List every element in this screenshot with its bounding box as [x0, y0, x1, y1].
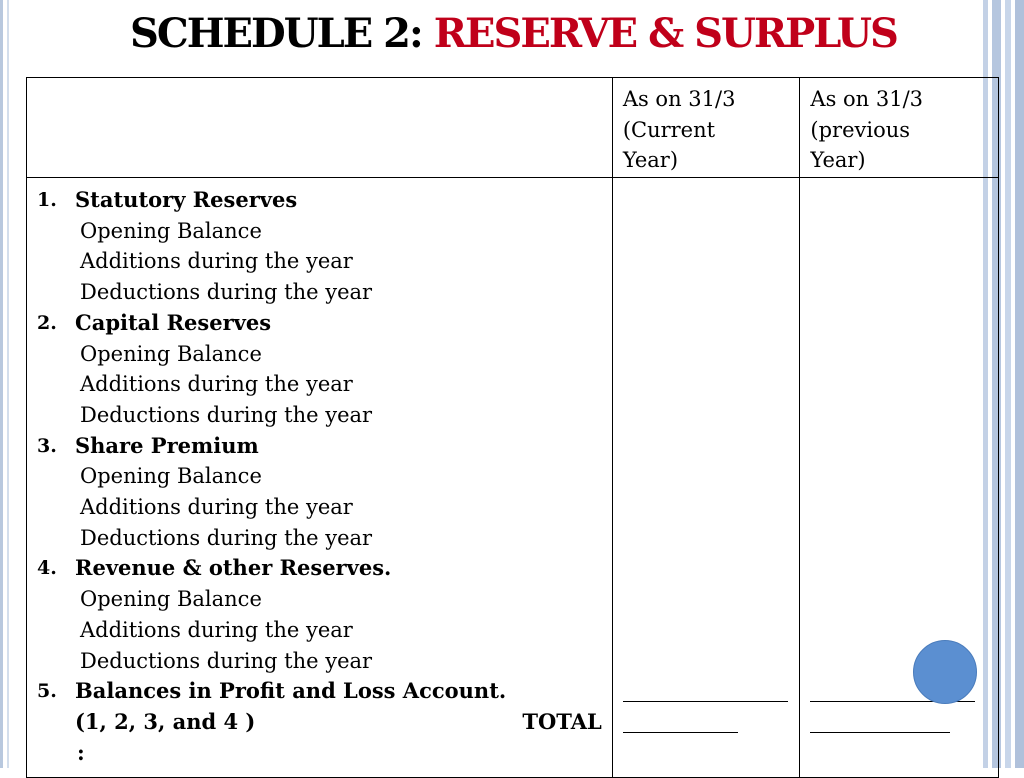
- section-number: 3.: [37, 434, 57, 457]
- section-name: Balances in Profit and Loss Account.: [75, 678, 507, 704]
- title-schedule: SCHEDULE 2:: [130, 10, 422, 57]
- total-line: [37, 707, 612, 738]
- section-name: Capital Reserves: [75, 309, 272, 335]
- header-line: Year): [810, 148, 866, 173]
- header-previous-year: [800, 78, 999, 178]
- section-name: Share Premium: [75, 432, 259, 458]
- line-item: Additions during the year: [80, 372, 353, 397]
- line-item: Additions during the year: [80, 249, 353, 274]
- section-number: 2.: [37, 311, 57, 334]
- section-heading: [37, 185, 612, 216]
- underline-current: [623, 701, 788, 702]
- line-item: Deductions during the year: [80, 648, 373, 673]
- underline-current-short: [623, 732, 738, 733]
- frame-stripe: [0, 0, 3, 768]
- section-heading: [37, 553, 612, 584]
- total-colon: :: [77, 739, 85, 765]
- total-left-label: (1, 2, 3, and 4 ): [75, 708, 256, 734]
- line-item: Opening Balance: [80, 464, 262, 489]
- decorative-circle: [913, 640, 977, 704]
- header-line: As on 31/3: [622, 87, 736, 111]
- section-name: Revenue & other Reserves.: [75, 555, 392, 581]
- title-reserve-surplus: RESERVE & SURPLUS: [433, 10, 897, 57]
- header-line: (Current: [622, 117, 716, 142]
- frame-stripe: [1005, 0, 1011, 768]
- slide-title: [130, 10, 897, 57]
- body-row: [27, 178, 999, 778]
- schedule-table: [26, 77, 999, 778]
- sections-list: [37, 185, 612, 707]
- header-line: As on 31/3: [810, 87, 924, 111]
- total-label: TOTAL: [522, 708, 602, 734]
- line-item: Opening Balance: [80, 218, 262, 243]
- header-current-year: [612, 78, 800, 178]
- underline-previous-short: [810, 732, 950, 733]
- section-number: 1.: [37, 189, 57, 211]
- header-particulars-cell: [27, 78, 613, 178]
- particulars-cell: [27, 178, 613, 778]
- section-number: 5.: [37, 680, 57, 703]
- line-item: Deductions during the year: [80, 402, 373, 427]
- line-item: Opening Balance: [80, 341, 262, 366]
- line-item: Additions during the year: [80, 617, 353, 642]
- frame-stripe: [1015, 0, 1024, 768]
- section-heading: [37, 676, 612, 707]
- header-row: [27, 78, 999, 178]
- header-line: Year): [622, 148, 679, 173]
- line-item: Opening Balance: [80, 587, 262, 612]
- section-number: 4.: [37, 557, 57, 580]
- section-heading: [37, 308, 612, 339]
- header-line: (previous: [810, 117, 911, 142]
- section-name: Statutory Reserves: [75, 187, 298, 212]
- current-year-values: [612, 178, 800, 778]
- frame-stripe: [7, 0, 9, 768]
- section-heading: [37, 431, 612, 462]
- line-item: Additions during the year: [80, 495, 353, 520]
- line-item: Deductions during the year: [80, 280, 373, 305]
- line-item: Deductions during the year: [80, 525, 373, 550]
